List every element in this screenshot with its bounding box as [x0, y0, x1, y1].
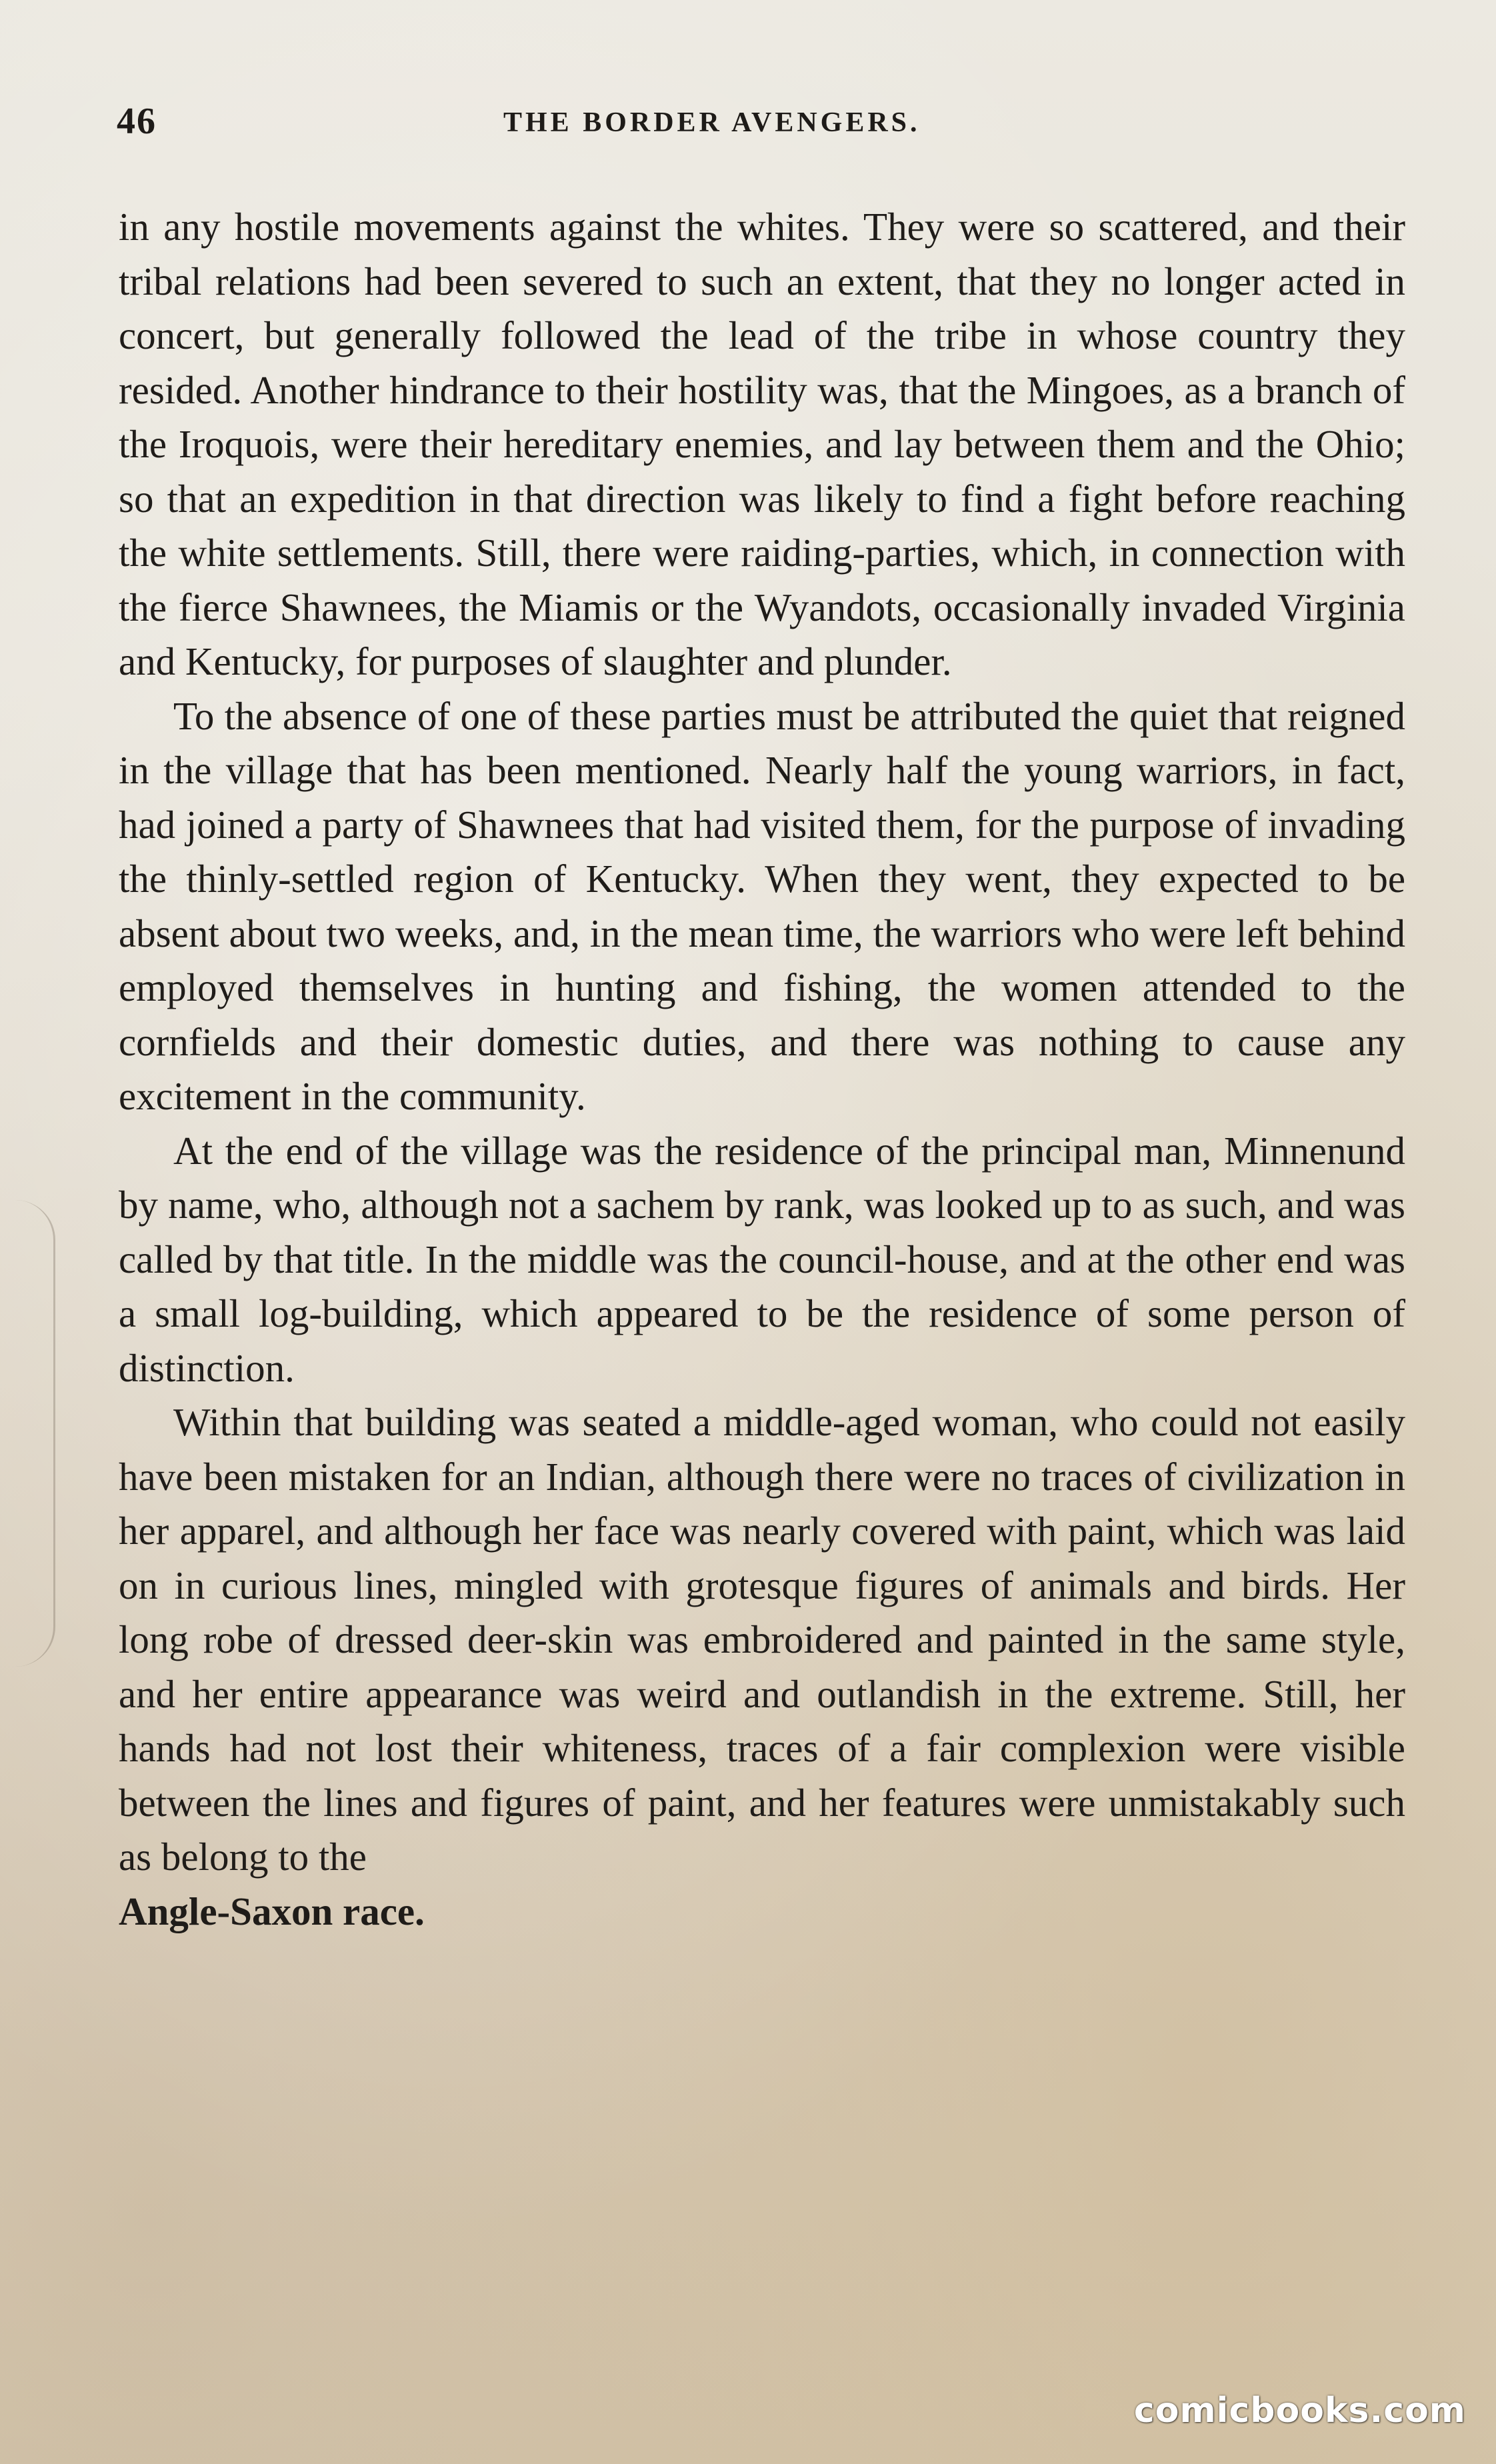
body-text: [119, 200, 1405, 1939]
paragraph-3: At the end of the village was the residence of the principal man, Minnenund by name, who, although not a sachem by rank, was looked up to as such, and was called by that title. In the middle was the council-house, and at the other end was a small log-building, which appeared to be the residence of some person of distinction.: [119, 1128, 1405, 1390]
page-header: [117, 100, 1403, 153]
page-curl-shadow: [0, 1200, 55, 1667]
paragraph-4: Within that building was seated a middle-aged woman, who could not easily have been mistaken for an Indian, although there were no traces of civilization in her apparel, and although her face was nearly covered with paint, which was laid on in curious lines, mingled with grotesque figures of animals and birds. Her long robe of dressed deer-skin was embroidered and painted in the same style, and her entire appearance was weird and outlandish in the extreme. Still, her hands had not lost their whiteness, traces of a fair complexion were visible between the lines and figures of paint, and her features were unmistakably such as belong to the: [119, 1400, 1405, 1879]
paragraph-1: in any hostile movements against the whites. They were so scattered, and their tribal relations had been severed to such an extent, that they no longer acted in concert, but generally followed the lead of the tribe in whose country they resided. Another hindrance to their hostility was, that the Mingoes, as a branch of the Iroquois, were their hereditary enemies, and lay between them and the Ohio; so that an expedition in that direction was likely to find a fight before reaching the white settlements. Still, there were raiding-parties, which, in connection with the fierce Shawnees, the Miamis or the Wyandots, occasionally invaded Virginia and Kentucky, for purposes of slaughter and plunder.: [119, 205, 1405, 683]
running-title: THE BORDER AVENGERS.: [503, 107, 921, 138]
paragraph-2: To the absence of one of these parties must be attributed the quiet that reigned in the village that has been mentioned. Nearly half the young warriors, in fact, had joined a party of Shawnees that had visited them, for the purpose of invading the thinly-settled region of Kentucky. When they went, they expected to be absent about two weeks, and, in the mean time, the warriors who were left behind employed themselves in hunting and fishing, the women attended to the cornfields and their domestic duties, and there was nothing to cause any excitement in the community.: [119, 693, 1405, 1118]
watermark: comicbooks.com: [1133, 2391, 1466, 2431]
page-number: 46: [117, 101, 157, 142]
closing-line: Angle-Saxon race.: [119, 1889, 425, 1933]
